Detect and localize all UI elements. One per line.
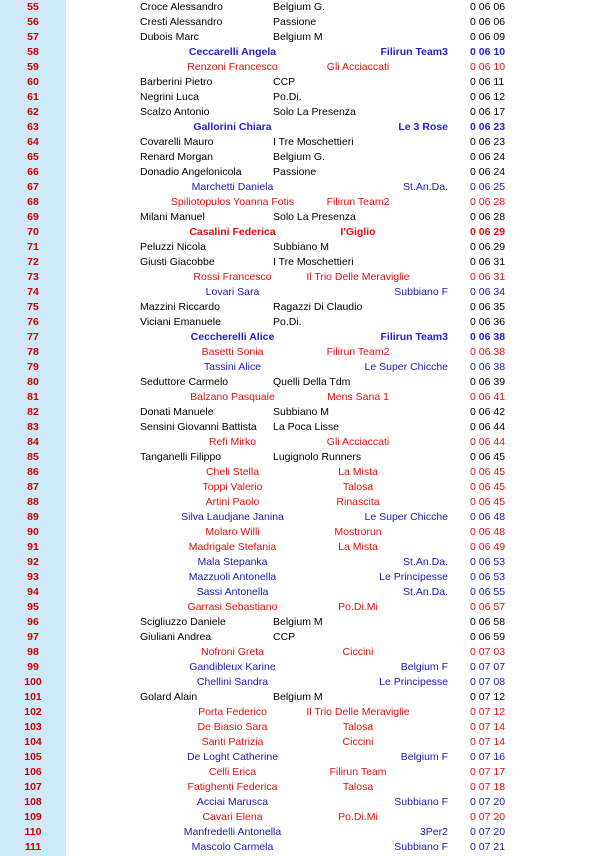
finish-time-cell: 0 07 21 xyxy=(470,841,506,853)
position-cell: 91 xyxy=(27,541,39,553)
runner-name-cell: Chellini Sandra xyxy=(196,676,269,688)
finish-time-cell: 0 07 14 xyxy=(470,736,506,748)
runner-name-cell: Gandibleux Karine xyxy=(189,661,276,673)
runner-name-cell: Lovari Sara xyxy=(205,286,260,298)
team-name-cell: CCP xyxy=(273,76,296,88)
table-row xyxy=(0,645,606,660)
position-cell: 65 xyxy=(27,151,39,163)
team-name-cell: Belgium M xyxy=(273,691,323,703)
position-cell: 89 xyxy=(27,511,39,523)
team-name-cell: Il Trio Delle Meraviglie xyxy=(306,706,410,718)
team-name-cell: Il Trio Delle Meraviglie xyxy=(306,271,410,283)
team-name-cell: Solo La Presenza xyxy=(273,106,356,118)
finish-time-cell: 0 06 45 xyxy=(470,496,506,508)
finish-time-cell: 0 06 10 xyxy=(470,61,506,73)
finish-time-cell: 0 06 45 xyxy=(470,466,506,478)
table-row xyxy=(0,300,606,315)
position-cell: 87 xyxy=(27,481,39,493)
table-row xyxy=(0,525,606,540)
runner-name-cell: Croce Alessandro xyxy=(140,1,223,13)
position-cell: 111 xyxy=(24,841,42,853)
finish-time-cell: 0 06 45 xyxy=(470,481,506,493)
finish-time-cell: 0 06 36 xyxy=(470,316,506,328)
team-name-cell: Belgium G. xyxy=(273,1,325,13)
runner-name-cell: Nofroni Greta xyxy=(200,646,265,658)
runner-name-cell: Refi Mirko xyxy=(208,436,257,448)
table-row xyxy=(0,390,606,405)
team-name-cell: Quelli Della Tdm xyxy=(273,376,351,388)
runner-name-cell: De Loght Catherine xyxy=(186,751,279,763)
runner-name-cell: Peluzzi Nicola xyxy=(140,241,206,253)
finish-time-cell: 0 06 53 xyxy=(470,556,506,568)
table-row xyxy=(0,495,606,510)
table-row xyxy=(0,135,606,150)
table-row xyxy=(0,105,606,120)
finish-time-cell: 0 06 31 xyxy=(470,271,506,283)
finish-time-cell: 0 06 44 xyxy=(470,436,506,448)
runner-name-cell: Scalzo Antonio xyxy=(140,106,210,118)
finish-time-cell: 0 06 29 xyxy=(470,226,506,238)
finish-time-cell: 0 06 09 xyxy=(470,31,506,43)
position-cell: 68 xyxy=(27,196,39,208)
finish-time-cell: 0 06 48 xyxy=(470,526,506,538)
team-name-cell: St.An.Da. xyxy=(403,181,448,193)
runner-name-cell: Tassini Alice xyxy=(203,361,262,373)
finish-time-cell: 0 06 23 xyxy=(470,136,506,148)
position-cell: 66 xyxy=(27,166,39,178)
position-cell: 57 xyxy=(27,31,39,43)
runner-name-cell: Scigliuzzo Daniele xyxy=(140,616,226,628)
position-cell: 104 xyxy=(24,736,42,748)
team-name-cell: La Poca Lisse xyxy=(273,421,339,433)
finish-time-cell: 0 06 42 xyxy=(470,406,506,418)
runner-name-cell: Porta Federico xyxy=(198,706,267,718)
team-name-cell: Lugignolo Runners xyxy=(273,451,362,463)
table-row xyxy=(0,600,606,615)
position-cell: 69 xyxy=(27,211,39,223)
position-cell: 107 xyxy=(24,781,42,793)
team-name-cell: Le Principesse xyxy=(379,676,448,688)
runner-name-cell: Marchetti Daniela xyxy=(191,181,274,193)
position-cell: 67 xyxy=(27,181,39,193)
runner-name-cell: Ceccarelli Angela xyxy=(188,46,277,58)
team-name-cell: Belgium M xyxy=(273,31,323,43)
position-cell: 73 xyxy=(27,271,39,283)
position-cell: 95 xyxy=(27,601,39,613)
runner-name-cell: Spiliotopulos Yoanna Fotis xyxy=(170,196,295,208)
table-row xyxy=(0,405,606,420)
team-name-cell: Filirun Team2 xyxy=(326,196,390,208)
runner-name-cell: Mazzini Riccardo xyxy=(140,301,220,313)
finish-time-cell: 0 07 20 xyxy=(470,811,506,823)
position-cell: 83 xyxy=(27,421,39,433)
team-name-cell: Subbiano F xyxy=(394,286,448,298)
team-name-cell: Talosa xyxy=(342,781,374,793)
runner-name-cell: Negrini Luca xyxy=(140,91,199,103)
runner-name-cell: Barberini Pietro xyxy=(140,76,213,88)
team-name-cell: I'Giglio xyxy=(340,226,376,238)
position-cell: 58 xyxy=(27,46,39,58)
finish-time-cell: 0 06 58 xyxy=(470,616,506,628)
position-cell: 78 xyxy=(27,346,39,358)
table-row xyxy=(0,570,606,585)
team-name-cell: CCP xyxy=(273,631,296,643)
runner-name-cell: Balzano Pasquale xyxy=(190,391,275,403)
table-row xyxy=(0,765,606,780)
team-name-cell: Po.Di.Mi xyxy=(338,811,378,823)
team-name-cell: Le Super Chicche xyxy=(364,511,448,523)
finish-time-cell: 0 07 16 xyxy=(470,751,506,763)
finish-time-cell: 0 06 29 xyxy=(470,241,506,253)
table-row xyxy=(0,810,606,825)
table-row xyxy=(0,15,606,30)
runner-name-cell: Fatighenti Federica xyxy=(187,781,278,793)
position-cell: 79 xyxy=(27,361,39,373)
finish-time-cell: 0 07 08 xyxy=(470,676,506,688)
table-row xyxy=(0,225,606,240)
table-row xyxy=(0,675,606,690)
runner-name-cell: Giuliani Andrea xyxy=(140,631,212,643)
runner-name-cell: Renard Morgan xyxy=(140,151,213,163)
team-name-cell: La Mista xyxy=(338,541,378,553)
table-row xyxy=(0,360,606,375)
runner-name-cell: Mascolo Carmela xyxy=(191,841,274,853)
team-name-cell: Le Super Chicche xyxy=(364,361,448,373)
team-name-cell: St.An.Da. xyxy=(403,586,448,598)
table-row xyxy=(0,480,606,495)
team-name-cell: Filirun Team3 xyxy=(380,46,448,58)
finish-time-cell: 0 07 12 xyxy=(470,706,506,718)
table-row xyxy=(0,75,606,90)
finish-time-cell: 0 06 44 xyxy=(470,421,506,433)
team-name-cell: Gli Acciaccati xyxy=(326,61,390,73)
position-cell: 80 xyxy=(27,376,39,388)
runner-name-cell: Molaro Willi xyxy=(205,526,260,538)
table-row xyxy=(0,255,606,270)
team-name-cell: Subbiano M xyxy=(273,406,330,418)
team-name-cell: Belgium M xyxy=(273,616,323,628)
table-row xyxy=(0,705,606,720)
team-name-cell: St.An.Da. xyxy=(403,556,448,568)
position-cell: 92 xyxy=(27,556,39,568)
runner-name-cell: Golard Alain xyxy=(140,691,198,703)
position-cell: 93 xyxy=(27,571,39,583)
runner-name-cell: Ceccherelli Alice xyxy=(190,331,275,343)
position-cell: 59 xyxy=(27,61,39,73)
runner-name-cell: Casalini Federica xyxy=(189,226,276,238)
finish-time-cell: 0 06 55 xyxy=(470,586,506,598)
team-name-cell: Rinascita xyxy=(336,496,380,508)
runner-name-cell: Donati Manuele xyxy=(140,406,214,418)
table-row xyxy=(0,465,606,480)
position-cell: 60 xyxy=(27,76,39,88)
position-cell: 64 xyxy=(27,136,39,148)
table-row xyxy=(0,375,606,390)
table-row xyxy=(0,165,606,180)
table-row xyxy=(0,30,606,45)
position-cell: 81 xyxy=(27,391,39,403)
table-row xyxy=(0,435,606,450)
position-cell: 86 xyxy=(27,466,39,478)
position-cell: 108 xyxy=(24,796,42,808)
runner-name-cell: De Biasio Sara xyxy=(197,721,268,733)
position-cell: 82 xyxy=(27,406,39,418)
team-name-cell: Ciccini xyxy=(342,736,374,748)
finish-time-cell: 0 06 49 xyxy=(470,541,506,553)
runner-name-cell: Tanganelli Filippo xyxy=(140,451,222,463)
finish-time-cell: 0 06 38 xyxy=(470,346,506,358)
runner-name-cell: Gallorini Chiara xyxy=(193,121,272,133)
finish-time-cell: 0 06 06 xyxy=(470,16,506,28)
table-row xyxy=(0,330,606,345)
position-cell: 61 xyxy=(27,91,39,103)
position-cell: 99 xyxy=(27,661,39,673)
runner-name-cell: Mala Stepanka xyxy=(197,556,268,568)
table-row xyxy=(0,660,606,675)
finish-time-cell: 0 07 20 xyxy=(470,826,506,838)
team-name-cell: I Tre Moschettieri xyxy=(273,256,354,268)
team-name-cell: Gli Acciaccati xyxy=(326,436,390,448)
runner-name-cell: Basetti Sonia xyxy=(201,346,264,358)
team-name-cell: I Tre Moschettieri xyxy=(273,136,354,148)
runner-name-cell: Cresti Alessandro xyxy=(140,16,223,28)
table-row xyxy=(0,420,606,435)
table-row xyxy=(0,0,606,15)
table-row xyxy=(0,120,606,135)
position-cell: 71 xyxy=(27,241,39,253)
finish-time-cell: 0 06 25 xyxy=(470,181,506,193)
runner-name-cell: Sensini Giovanni Battista xyxy=(140,421,257,433)
position-cell: 84 xyxy=(27,436,39,448)
table-row xyxy=(0,450,606,465)
team-name-cell: Po.Di. xyxy=(273,91,302,103)
finish-time-cell: 0 06 41 xyxy=(470,391,506,403)
runner-name-cell: Silva Laudjane Janina xyxy=(181,511,284,523)
finish-time-cell: 0 06 39 xyxy=(470,376,506,388)
runner-name-cell: Viciani Emanuele xyxy=(140,316,221,328)
position-cell: 85 xyxy=(27,451,39,463)
finish-time-cell: 0 06 57 xyxy=(470,601,506,613)
team-name-cell: Solo La Presenza xyxy=(273,211,356,223)
team-name-cell: Le Principesse xyxy=(379,571,448,583)
runner-name-cell: Acciai Marusca xyxy=(196,796,269,808)
team-name-cell: Subbiano F xyxy=(394,796,448,808)
table-row xyxy=(0,780,606,795)
table-row xyxy=(0,555,606,570)
team-name-cell: Le 3 Rose xyxy=(398,121,448,133)
runner-name-cell: Rossi Francesco xyxy=(193,271,272,283)
runner-name-cell: Garrasi Sebastiano xyxy=(187,601,278,613)
runner-name-cell: Renzoni Francesco xyxy=(187,61,278,73)
team-name-cell: Talosa xyxy=(342,721,374,733)
team-name-cell: 3Per2 xyxy=(419,826,448,838)
team-name-cell: Subbiano M xyxy=(273,241,330,253)
position-cell: 105 xyxy=(24,751,42,763)
table-row xyxy=(0,90,606,105)
team-name-cell: Subbiano F xyxy=(394,841,448,853)
table-row xyxy=(0,150,606,165)
table-row xyxy=(0,195,606,210)
position-cell: 109 xyxy=(24,811,42,823)
table-row xyxy=(0,735,606,750)
table-row xyxy=(0,60,606,75)
table-row xyxy=(0,345,606,360)
table-row xyxy=(0,795,606,810)
team-name-cell: La Mista xyxy=(338,466,378,478)
position-cell: 97 xyxy=(27,631,39,643)
position-cell: 90 xyxy=(27,526,39,538)
team-name-cell: Passione xyxy=(273,16,317,28)
table-row xyxy=(0,210,606,225)
position-cell: 56 xyxy=(27,16,39,28)
runner-name-cell: Covarelli Mauro xyxy=(140,136,214,148)
runner-name-cell: Milani Manuel xyxy=(140,211,205,223)
table-row xyxy=(0,240,606,255)
position-cell: 94 xyxy=(27,586,39,598)
runner-name-cell: Manfredelli Antonella xyxy=(183,826,282,838)
team-name-cell: Ciccini xyxy=(342,646,374,658)
finish-time-cell: 0 07 12 xyxy=(470,691,506,703)
finish-time-cell: 0 06 28 xyxy=(470,196,506,208)
finish-time-cell: 0 07 20 xyxy=(470,796,506,808)
finish-time-cell: 0 07 07 xyxy=(470,661,506,673)
finish-time-cell: 0 06 45 xyxy=(470,451,506,463)
finish-time-cell: 0 06 12 xyxy=(470,91,506,103)
table-row xyxy=(0,285,606,300)
team-name-cell: Talosa xyxy=(342,481,374,493)
runner-name-cell: Seduttore Carmelo xyxy=(140,376,229,388)
table-row xyxy=(0,270,606,285)
runner-name-cell: Toppi Valerio xyxy=(202,481,263,493)
position-cell: 103 xyxy=(24,721,42,733)
finish-time-cell: 0 07 17 xyxy=(470,766,506,778)
finish-time-cell: 0 07 14 xyxy=(470,721,506,733)
finish-time-cell: 0 06 24 xyxy=(470,151,506,163)
runner-name-cell: Cheli Stella xyxy=(205,466,260,478)
table-row xyxy=(0,690,606,705)
table-row xyxy=(0,585,606,600)
team-name-cell: Filirun Team2 xyxy=(326,346,390,358)
runner-name-cell: Mazzuoli Antonella xyxy=(188,571,277,583)
team-name-cell: Filirun Team xyxy=(329,766,387,778)
runner-name-cell: Artini Paolo xyxy=(205,496,260,508)
finish-time-cell: 0 06 10 xyxy=(470,46,506,58)
finish-time-cell: 0 06 59 xyxy=(470,631,506,643)
table-row xyxy=(0,540,606,555)
table-row xyxy=(0,510,606,525)
position-cell: 106 xyxy=(24,766,42,778)
position-cell: 63 xyxy=(27,121,39,133)
finish-time-cell: 0 06 23 xyxy=(470,121,506,133)
position-cell: 110 xyxy=(24,826,42,838)
runner-name-cell: Giusti Giacobbe xyxy=(140,256,215,268)
team-name-cell: Po.Di.Mi xyxy=(338,601,378,613)
finish-time-cell: 0 06 11 xyxy=(470,76,505,88)
finish-time-cell: 0 07 03 xyxy=(470,646,506,658)
finish-time-cell: 0 06 48 xyxy=(470,511,506,523)
finish-time-cell: 0 06 38 xyxy=(470,361,506,373)
finish-time-cell: 0 07 18 xyxy=(470,781,506,793)
finish-time-cell: 0 06 24 xyxy=(470,166,506,178)
position-cell: 62 xyxy=(27,106,39,118)
finish-time-cell: 0 06 34 xyxy=(470,286,506,298)
runner-name-cell: Madrigale Stefania xyxy=(188,541,277,553)
runner-name-cell: Donadio Angelonicola xyxy=(140,166,242,178)
position-cell: 102 xyxy=(24,706,42,718)
table-row xyxy=(0,45,606,60)
table-row xyxy=(0,615,606,630)
finish-time-cell: 0 06 06 xyxy=(470,1,506,13)
position-cell: 55 xyxy=(27,1,39,13)
position-cell: 77 xyxy=(27,331,39,343)
team-name-cell: Belgium G. xyxy=(273,151,325,163)
table-row xyxy=(0,720,606,735)
runner-name-cell: Celli Erica xyxy=(208,766,257,778)
position-cell: 100 xyxy=(24,676,42,688)
finish-time-cell: 0 06 17 xyxy=(470,106,506,118)
finish-time-cell: 0 06 35 xyxy=(470,301,506,313)
team-name-cell: Mens Sana 1 xyxy=(327,391,389,403)
position-cell: 75 xyxy=(27,301,39,313)
table-row xyxy=(0,630,606,645)
position-cell: 98 xyxy=(27,646,39,658)
finish-time-cell: 0 06 31 xyxy=(470,256,506,268)
position-cell: 101 xyxy=(24,691,42,703)
team-name-cell: Filirun Team3 xyxy=(380,331,448,343)
runner-name-cell: Santi Patrizia xyxy=(201,736,264,748)
runner-name-cell: Dubois Marc xyxy=(140,31,199,43)
runner-name-cell: Sassi Antonella xyxy=(196,586,269,598)
finish-time-cell: 0 06 53 xyxy=(470,571,506,583)
finish-time-cell: 0 06 38 xyxy=(470,331,506,343)
team-name-cell: Passione xyxy=(273,166,317,178)
position-cell: 76 xyxy=(27,316,39,328)
table-row xyxy=(0,750,606,765)
team-name-cell: Ragazzi Di Claudio xyxy=(273,301,363,313)
team-name-cell: Belgium F xyxy=(400,751,448,763)
team-name-cell: Belgium F xyxy=(400,661,448,673)
position-cell: 96 xyxy=(27,616,39,628)
position-cell: 72 xyxy=(27,256,39,268)
table-row xyxy=(0,315,606,330)
team-name-cell: Po.Di. xyxy=(273,316,302,328)
position-cell: 88 xyxy=(27,496,39,508)
team-name-cell: Mostrorun xyxy=(334,526,382,538)
table-row xyxy=(0,180,606,195)
position-cell: 70 xyxy=(27,226,39,238)
finish-time-cell: 0 06 28 xyxy=(470,211,506,223)
table-row xyxy=(0,840,606,855)
position-cell: 74 xyxy=(27,286,39,298)
table-row xyxy=(0,825,606,840)
runner-name-cell: Cavari Elena xyxy=(202,811,263,823)
